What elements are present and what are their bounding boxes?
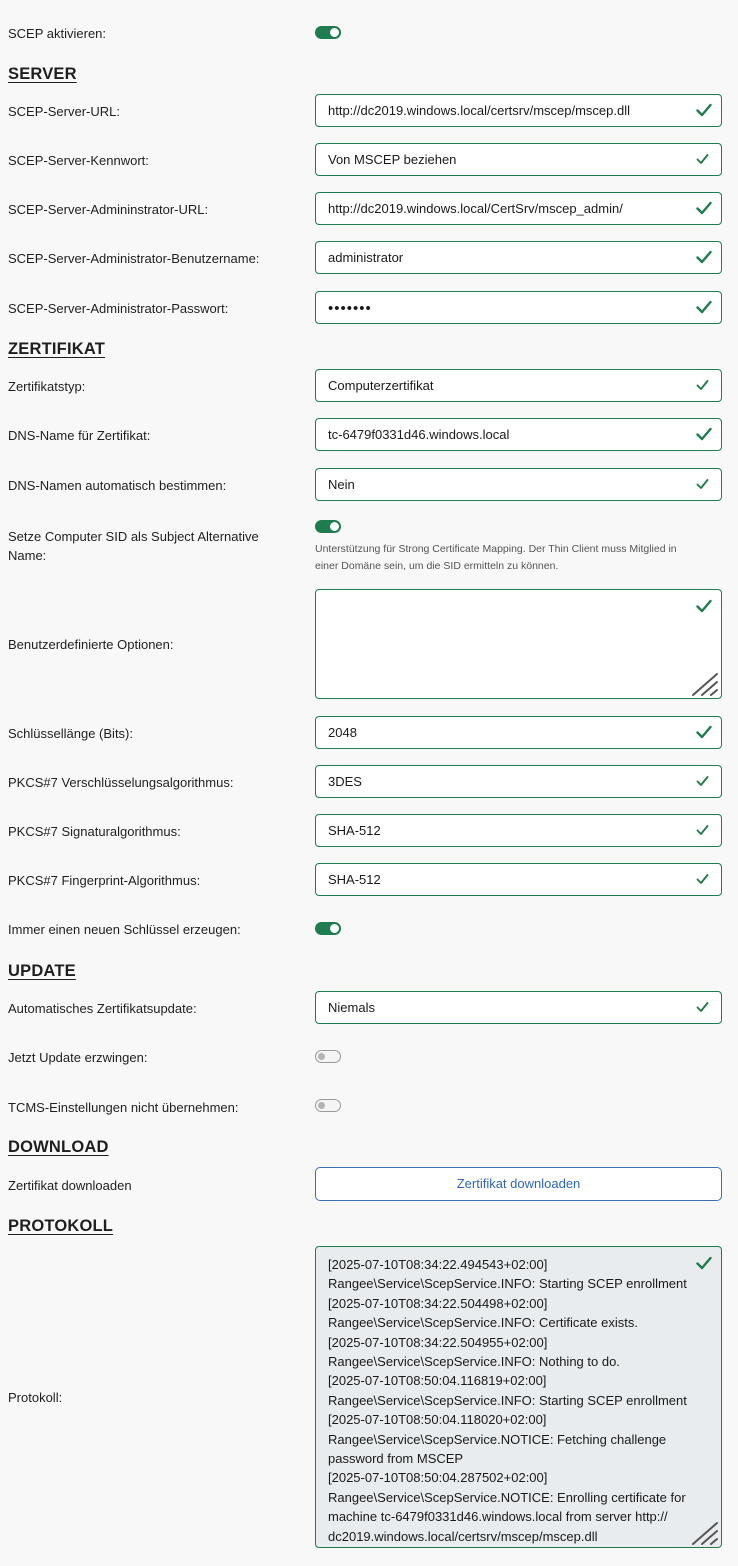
log-line: Rangee\Service\ScepService.INFO: Nothing to do. <box>328 1354 620 1370</box>
check-icon <box>696 873 709 885</box>
scep-server-url-value: http://dc2019.windows.local/certsrv/mscep/mscep.dll <box>328 103 631 118</box>
new-key-label: Immer einen neuen Schlüssel erzeugen: <box>8 922 241 937</box>
scep-admin-password-label: SCEP-Server-Administrator-Passwort: <box>8 301 229 316</box>
scep-admin-url-value: http://dc2019.windows.local/CertSrv/mscep_admin/ <box>328 201 623 216</box>
dns-name-label: DNS-Name für Zertifikat: <box>8 428 151 443</box>
dns-auto-label: DNS-Namen automatisch bestimmen: <box>8 478 227 493</box>
log-line: [2025-07-10T08:50:04.287502+02:00] <box>328 1470 548 1486</box>
log-line: Rangee\Service\ScepService.INFO: Starting SCEP enrollment <box>328 1276 687 1292</box>
certificate-type-label: Zertifikatstyp: <box>8 379 86 394</box>
certificate-type-value: Computerzertifikat <box>328 378 434 393</box>
check-icon <box>696 250 712 264</box>
protocol-log-textarea[interactable] <box>315 1246 722 1548</box>
key-length-label: Schlüssellänge (Bits): <box>8 726 133 741</box>
sid-san-label-line2: Name: <box>8 548 47 563</box>
pkcs7-signature-select[interactable] <box>315 814 722 847</box>
scep-admin-password-input[interactable] <box>315 291 722 324</box>
check-icon <box>696 300 712 314</box>
log-line: [2025-07-10T08:50:04.116819+02:00] <box>328 1373 547 1389</box>
custom-options-textarea[interactable] <box>315 589 722 699</box>
no-tcms-label: TCMS-Einstellungen nicht übernehmen: <box>8 1100 239 1115</box>
scep-admin-user-label: SCEP-Server-Administrator-Benutzername: <box>8 251 260 266</box>
protocol-label: Protokoll: <box>8 1390 63 1405</box>
force-update-label: Jetzt Update erzwingen: <box>8 1050 148 1065</box>
auto-update-select[interactable] <box>315 991 722 1024</box>
check-icon <box>696 775 709 787</box>
check-icon <box>696 725 712 739</box>
scep-admin-user-value: administrator <box>328 250 404 265</box>
check-icon <box>696 379 709 391</box>
check-icon <box>696 103 712 117</box>
scep-enable-label: SCEP aktivieren: <box>8 26 107 41</box>
log-line: machine tc-6479f0331d46.windows.local from server http:// <box>328 1509 668 1525</box>
check-icon <box>696 1001 709 1013</box>
section-update-heading: UPDATE <box>8 962 76 980</box>
check-icon <box>696 478 709 490</box>
sid-san-toggle[interactable] <box>315 520 341 533</box>
pkcs7-signature-label: PKCS#7 Signaturalgorithmus: <box>8 824 181 839</box>
log-line: [2025-07-10T08:50:04.118020+02:00] <box>328 1412 547 1428</box>
pkcs7-encryption-value: 3DES <box>328 774 362 789</box>
key-length-value: 2048 <box>328 725 357 740</box>
dns-name-value: tc-6479f0331d46.windows.local <box>328 427 510 442</box>
section-server-heading: SERVER <box>8 65 77 83</box>
scep-admin-url-label: SCEP-Server-Admininstrator-URL: <box>8 202 209 217</box>
certificate-download-button[interactable]: Zertifikat downloaden <box>315 1167 722 1201</box>
scep-server-url-label: SCEP-Server-URL: <box>8 104 120 119</box>
check-icon <box>696 201 712 215</box>
toggle-knob <box>330 924 339 933</box>
log-line: Rangee\Service\ScepService.INFO: Starting SCEP enrollment <box>328 1392 687 1408</box>
certificate-download-label: Zertifikat downloaden <box>8 1178 132 1193</box>
pkcs7-fingerprint-select[interactable] <box>315 863 722 896</box>
pkcs7-signature-value: SHA-512 <box>328 823 381 838</box>
check-icon <box>696 599 712 613</box>
log-line: Rangee\Service\ScepService.NOTICE: Fetching challenge <box>328 1431 667 1447</box>
auto-update-value: Niemals <box>328 1000 375 1015</box>
scep-server-url-input[interactable] <box>315 94 722 127</box>
sid-san-label-line1: Setze Computer SID als Subject Alternative <box>8 529 259 544</box>
log-line: dc2019.windows.local/certsrv/mscep/mscep.dll <box>328 1528 598 1544</box>
section-download-heading: DOWNLOAD <box>8 1138 109 1156</box>
section-certificate-heading: ZERTIFIKAT <box>8 340 106 358</box>
log-line: Rangee\Service\ScepService.INFO: Certificate exists. <box>328 1315 638 1331</box>
log-line: [2025-07-10T08:34:22.504955+02:00] <box>328 1334 548 1350</box>
sid-san-hint-line2: einer Domäne sein, um die SID ermitteln zu können. <box>315 560 559 572</box>
new-key-toggle[interactable] <box>315 922 341 935</box>
auto-update-label: Automatisches Zertifikatsupdate: <box>8 1001 197 1016</box>
pkcs7-fingerprint-value: SHA-512 <box>328 872 381 887</box>
custom-options-label: Benutzerdefinierte Optionen: <box>8 637 174 652</box>
pkcs7-fingerprint-label: PKCS#7 Fingerprint-Algorithmus: <box>8 873 201 888</box>
section-protocol-heading: PROTOKOLL <box>8 1217 114 1235</box>
sid-san-hint <box>315 541 720 575</box>
pkcs7-encryption-label: PKCS#7 Verschlüsselungsalgorithmus: <box>8 775 234 790</box>
force-update-toggle[interactable] <box>315 1050 341 1063</box>
no-tcms-toggle[interactable] <box>315 1099 341 1112</box>
toggle-knob <box>330 522 339 531</box>
scep-enable-toggle[interactable] <box>315 26 341 39</box>
toggle-knob <box>318 1053 325 1060</box>
scep-admin-user-input[interactable] <box>315 241 722 274</box>
toggle-knob <box>318 1102 325 1109</box>
certificate-type-select[interactable] <box>315 369 722 402</box>
dns-auto-select[interactable] <box>315 468 722 501</box>
protocol-log-lines <box>328 1255 703 1546</box>
log-line: Rangee\Service\ScepService.NOTICE: Enrolling certificate for <box>328 1489 686 1505</box>
check-icon <box>696 427 712 441</box>
log-line: password from MSCEP <box>328 1451 464 1467</box>
scep-server-password-value: Von MSCEP beziehen <box>328 152 457 167</box>
toggle-knob <box>330 28 339 37</box>
sid-san-hint-line1: Unterstützung für Strong Certificate Mapping. Der Thin Client muss Mitglied in <box>315 543 677 555</box>
log-line: [2025-07-10T08:34:22.504498+02:00] <box>328 1295 548 1311</box>
pkcs7-encryption-select[interactable] <box>315 765 722 798</box>
scep-server-password-label: SCEP-Server-Kennwort: <box>8 153 149 168</box>
key-length-input[interactable] <box>315 716 722 749</box>
scep-admin-url-input[interactable] <box>315 192 722 225</box>
dns-auto-value: Nein <box>328 477 355 492</box>
scep-admin-password-value: ••••••• <box>328 300 372 317</box>
check-icon <box>696 824 709 836</box>
resize-grip-icon[interactable] <box>689 670 719 696</box>
log-line: [2025-07-10T08:34:22.494543+02:00] <box>328 1257 548 1272</box>
resize-grip-icon[interactable] <box>689 1519 719 1545</box>
dns-name-input[interactable] <box>315 418 722 451</box>
check-icon <box>696 153 709 165</box>
scep-server-password-select[interactable] <box>315 143 722 176</box>
check-icon <box>696 1256 712 1270</box>
